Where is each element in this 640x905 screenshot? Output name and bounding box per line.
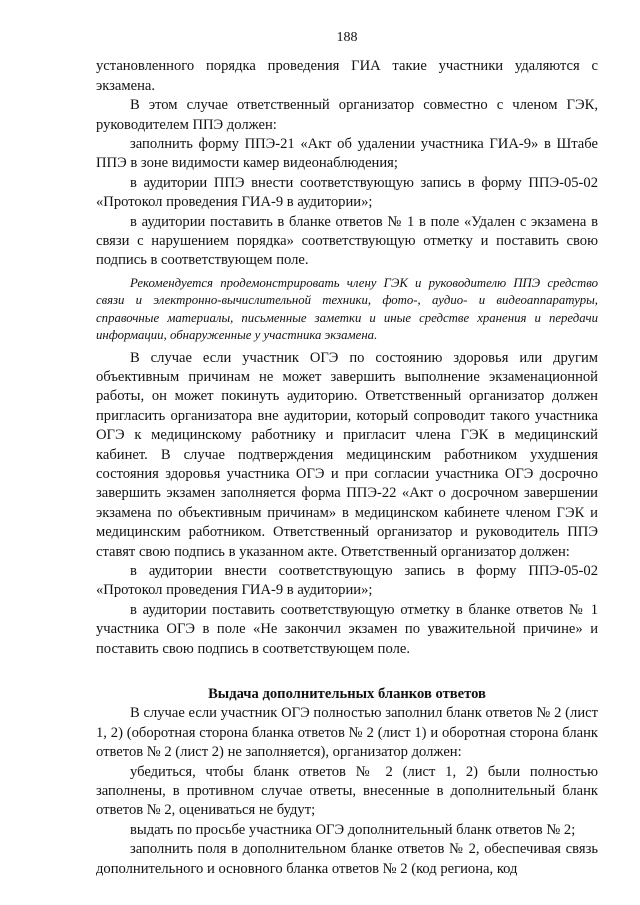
page-number: 188: [336, 30, 358, 45]
paragraph: выдать по просьбе участника ОГЭ дополнительный бланк ответов № 2;: [130, 821, 576, 838]
paragraph: в аудитории поставить в бланке ответов № 1 в поле «Удален с экзамена в связи с нарушением порядка» соответствующую отметку и поставить свою подпись в соответствующем поле.: [96, 213, 598, 269]
paragraph: заполнить форму ППЭ-21 «Акт об удалении участника ГИА-9» в Штабе ППЭ в зоне видимости камер видеонаблюдения;: [96, 136, 598, 172]
document-page: [96, 28, 598, 879]
italic-note: Рекомендуется продемонстрировать члену ГЭК и руководителю ППЭ средство связи и электронно-вычислительной техники, фото-, аудио- и видеоаппаратуры, справочные материалы, письменные заметки и иные средстве хранения и передачи информации, обнаруженные у участника экзамена.: [96, 275, 598, 343]
paragraph: в аудитории внести соответствующую запись в форму ППЭ-05-02 «Протокол проведения ГИА-9 в аудитории»;: [96, 562, 598, 599]
paragraph: убедиться, чтобы бланк ответов № 2 (лист 1, 2) были полностью заполнены, в противном случае ответы, внесенные в дополнительный бланк ответов № 2, оцениваться не будут;: [96, 763, 598, 819]
paragraph: В этом случае ответственный организатор совместно с членом ГЭК, руководителем ППЭ должен:: [96, 97, 598, 133]
paragraph: заполнить поля в дополнительном бланке ответов № 2, обеспечивая связь дополнительного и основного бланка ответов № 2 (код региона, код: [96, 841, 598, 877]
paragraph: установленного порядка проведения ГИА такие участники удаляются с экзамена.: [96, 58, 598, 94]
paragraph: в аудитории ППЭ внести соответствующую запись в форму ППЭ-05-02 «Протокол проведения ГИА-9 в аудитории»;: [96, 174, 598, 211]
paragraph: в аудитории поставить соответствующую отметку в бланке ответов № 1 участника ОГЭ в поле «Не закончил экзамен по уважительной причине» и поставить свою подпись в соответствующем поле.: [96, 601, 598, 657]
section-heading: Выдача дополнительных бланков ответов: [208, 686, 486, 702]
paragraph: В случае если участник ОГЭ по состоянию здоровья или другим объективным причинам не может завершить выполнение экзаменационной работы, он может покинуть аудиторию. Ответственный организатор должен пригласить организатора вне аудитории, который сопроводит такого участника ОГЭ к медицинскому работнику и пригласит члена ГЭК в медицинский кабинет. В случае подтверждения медицинским работником ухудшения состояния здоровья участника ОГЭ и при согласии участника ОГЭ досрочно завершить экзамен заполняется форма ППЭ-22 «Акт о досрочном завершении экзамена по объективным причинам» в медицинском кабинете членом ГЭК и медицинским работником. Ответственный организатор и руководитель ППЭ ставят свою подпись в указанном акте. Ответственный организатор должен:: [96, 349, 598, 560]
paragraph: В случае если участник ОГЭ полностью заполнил бланк ответов № 2 (лист 1, 2) (оборотная сторона бланка ответов № 2 (лист 1) и оборотная сторона бланк ответов № 2 (лист 2) не заполняется), организатор должен:: [96, 705, 598, 761]
